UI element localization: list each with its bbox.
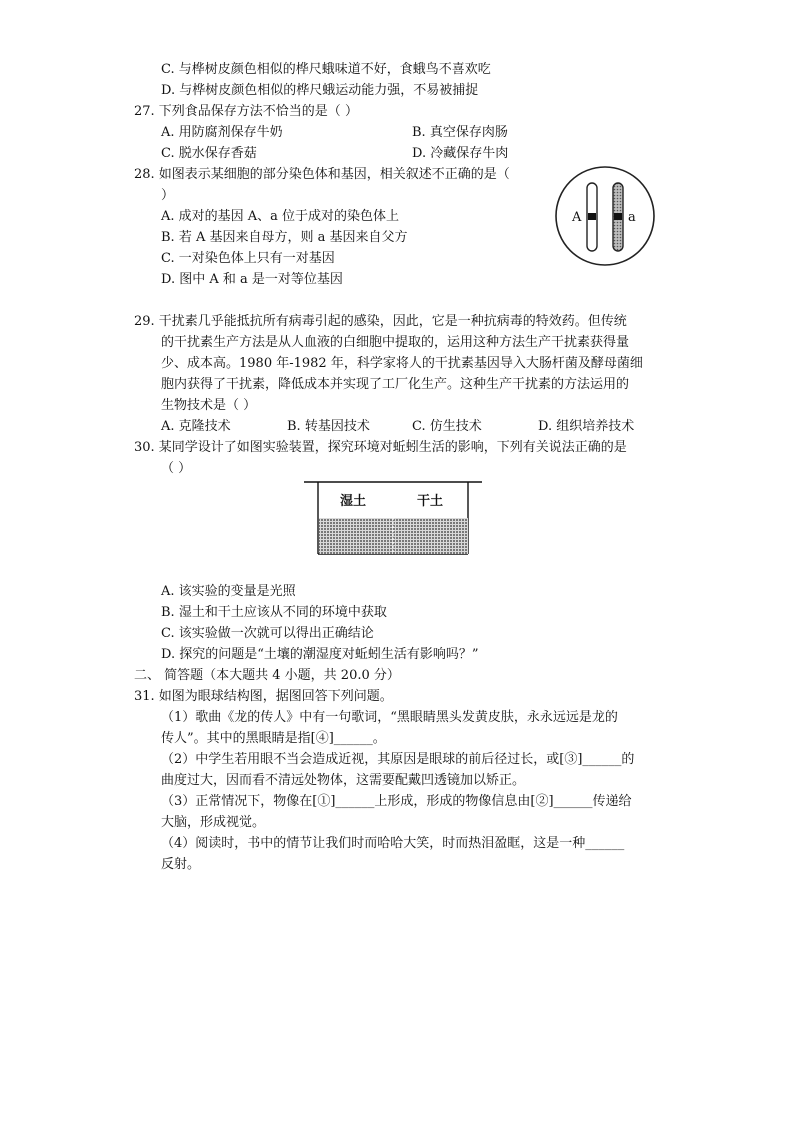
q31-part1-line1: （1）歌曲《龙的传人》中有一句歌词，“黑眼睛黑头发黄皮肤，永永远远是龙的 xyxy=(161,710,618,725)
q30-option-c: C. 该实验做一次就可以得出正确结论 xyxy=(161,626,374,641)
q31-part3-line1: （3）正常情况下，物像在[①]______上形成，形成的物像信息由[②]______传递给 xyxy=(161,794,632,809)
q29-line-5: 生物技术是（ ） xyxy=(161,398,257,413)
q28-option-b: B. 若 A 基因来自母方，则 a 基因来自父方 xyxy=(161,230,408,245)
q29-line-2: 的干扰素生产方法是从人血液的白细胞中提取的，运用这种方法生产干扰素获得量 xyxy=(161,335,630,350)
q29-option-b: B. 转基因技术 xyxy=(287,419,370,434)
q27-option-b: B. 真空保存肉肠 xyxy=(412,125,508,140)
gene-a-band xyxy=(588,213,596,220)
q30-option-b: B. 湿土和干土应该从不同的环境中获取 xyxy=(161,605,387,620)
q28-option-c: C. 一对染色体上只有一对基因 xyxy=(161,251,335,266)
dry-soil-label: 干土 xyxy=(416,494,444,509)
q27-option-d: D. 冷藏保存牛肉 xyxy=(412,146,509,161)
q29-option-c: C. 仿生技术 xyxy=(412,419,482,434)
q31-part2-line1: （2）中学生若用眼不当会造成近视，其原因是眼球的前后径过长，或[③]______的 xyxy=(161,752,635,767)
prev-option-c: C. 与桦树皮颜色相似的桦尺蛾味道不好，食蛾鸟不喜欢吃 xyxy=(161,62,491,77)
q30-stem: 30. 某同学设计了如图实验装置，探究环境对蚯蚓生活的影响，下列有关说法正确的是 xyxy=(134,440,627,455)
soil-experiment-figure xyxy=(303,480,483,556)
q27-option-a: A. 用防腐剂保存牛奶 xyxy=(161,125,283,140)
q30-stem-2: （ ） xyxy=(161,461,192,476)
q31-part3-line2: 大脑，形成视觉。 xyxy=(161,815,266,830)
q31-part2-line2: 曲度过大，因而看不清远处物体，这需要配戴凹透镜加以矫正。 xyxy=(161,773,526,788)
q31-part4-line1: （4）阅读时，书中的情节让我们时而哈哈大笑，时而热泪盈眶，这是一种______ xyxy=(161,836,625,851)
wet-soil-label: 湿土 xyxy=(339,494,367,509)
q30-option-a: A. 该实验的变量是光照 xyxy=(161,584,296,599)
q28-stem: 28. 如图表示某细胞的部分染色体和基因，相关叙述不正确的是（ xyxy=(134,167,510,182)
q31-stem: 31. 如图为眼球结构图，据图回答下列问题。 xyxy=(134,689,393,704)
q29-line-4: 胞内获得了干扰素，降低成本并实现了工厂化生产。这种生产干扰素的方法运用的 xyxy=(161,377,630,392)
gene-label-lower-a: a xyxy=(628,210,636,225)
gene-label-a: A xyxy=(572,210,582,225)
q27-option-c: C. 脱水保存香菇 xyxy=(161,146,257,161)
q29-option-a: A. 克隆技术 xyxy=(161,419,231,434)
q28-stem-end: ） xyxy=(161,188,175,203)
q29-line-1: 29. 干扰素几乎能抵抗所有病毒引起的感染，因此，它是一种抗病毒的特效药。但传统 xyxy=(134,314,627,329)
q27-stem: 27. 下列食品保存方法不恰当的是（ ） xyxy=(134,104,358,119)
prev-option-d: D. 与桦树皮颜色相似的桦尺蛾运动能力强，不易被捕捉 xyxy=(161,83,479,98)
q31-part1-line2: 传人”。其中的黑眼睛是指[④]______。 xyxy=(161,731,386,746)
cell-chromosome-figure xyxy=(553,164,657,268)
section-title: 二、 简答题（本大题共 4 小题，共 20.0 分） xyxy=(134,668,400,683)
q29-option-d: D. 组织培养技术 xyxy=(538,419,635,434)
q29-line-3: 少、成本高。1980 年-1982 年，科学家将人的干扰素基因导入大肠杆菌及酵母菌细 xyxy=(161,356,643,371)
cell-outline xyxy=(556,167,654,265)
gene-lower-a-band xyxy=(614,213,622,220)
q31-part4-line2: 反射。 xyxy=(161,857,201,872)
q28-option-a: A. 成对的基因 A、a 位于成对的染色体上 xyxy=(161,209,400,224)
q28-option-d: D. 图中 A 和 a 是一对等位基因 xyxy=(161,272,343,287)
q30-option-d: D. 探究的问题是“土壤的潮湿度对蚯蚓生活有影响吗？” xyxy=(161,647,479,662)
